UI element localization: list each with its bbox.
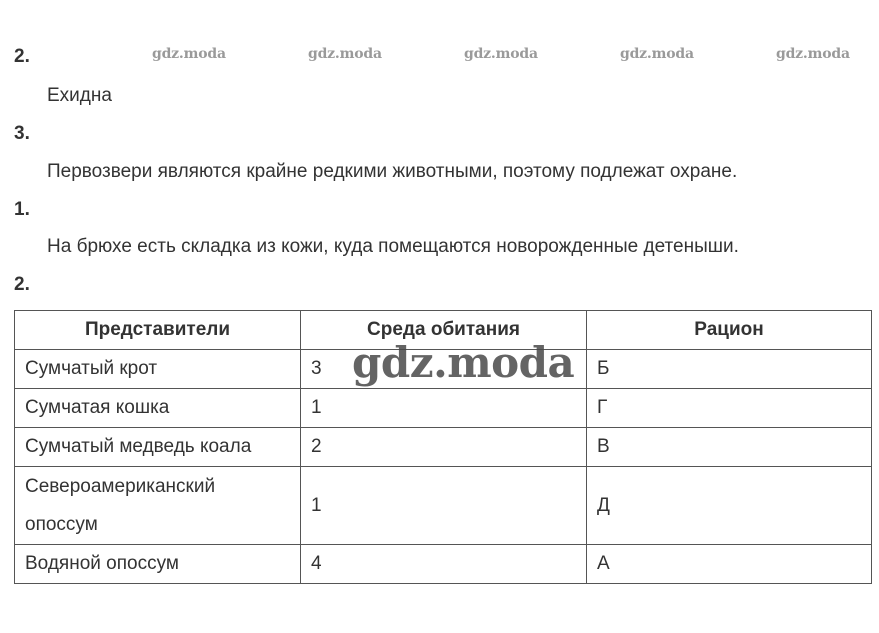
column-header: Представители xyxy=(15,311,301,350)
table-cell: 4 xyxy=(301,545,587,584)
watermark: gdz.moda xyxy=(464,46,538,62)
table-cell: В xyxy=(587,428,872,467)
table-row xyxy=(15,545,872,584)
table-cell: Сумчатый медведь коала xyxy=(15,428,301,467)
watermark-large: gdz.moda xyxy=(352,338,575,387)
answer-text: На брюхе есть складка из кожи, куда помещаются новорожденные детеныши. xyxy=(47,236,739,257)
table-row xyxy=(15,467,872,545)
answer-text: Ехидна xyxy=(47,85,112,106)
table-cell: 3 xyxy=(301,350,587,389)
table-cell: Г xyxy=(587,389,872,428)
watermark: gdz.moda xyxy=(776,46,850,62)
table-cell: 1 xyxy=(301,467,587,545)
table-cell: Водяной опоссум xyxy=(15,545,301,584)
column-header: Среда обитания xyxy=(301,311,587,350)
item-number: 2. xyxy=(14,46,30,67)
item-number: 1. xyxy=(14,199,30,220)
table-row xyxy=(15,428,872,467)
table-cell: 2 xyxy=(301,428,587,467)
watermark: gdz.moda xyxy=(620,46,694,62)
watermark: gdz.moda xyxy=(152,46,226,62)
table-cell: Б xyxy=(587,350,872,389)
item-number: 3. xyxy=(14,123,30,144)
table-cell: Д xyxy=(587,467,872,545)
watermark: gdz.moda xyxy=(308,46,382,62)
table-cell: 1 xyxy=(301,389,587,428)
table-cell: Сумчатая кошка xyxy=(15,389,301,428)
table-cell: А xyxy=(587,545,872,584)
answer-text: Первозвери являются крайне редкими животными, поэтому подлежат охране. xyxy=(47,161,738,182)
table-row xyxy=(15,389,872,428)
watermark-row xyxy=(0,46,879,66)
column-header: Рацион xyxy=(587,311,872,350)
item-number: 2. xyxy=(14,274,30,295)
table-cell: Североамериканский опоссум xyxy=(15,467,301,545)
table-cell: Сумчатый крот xyxy=(15,350,301,389)
